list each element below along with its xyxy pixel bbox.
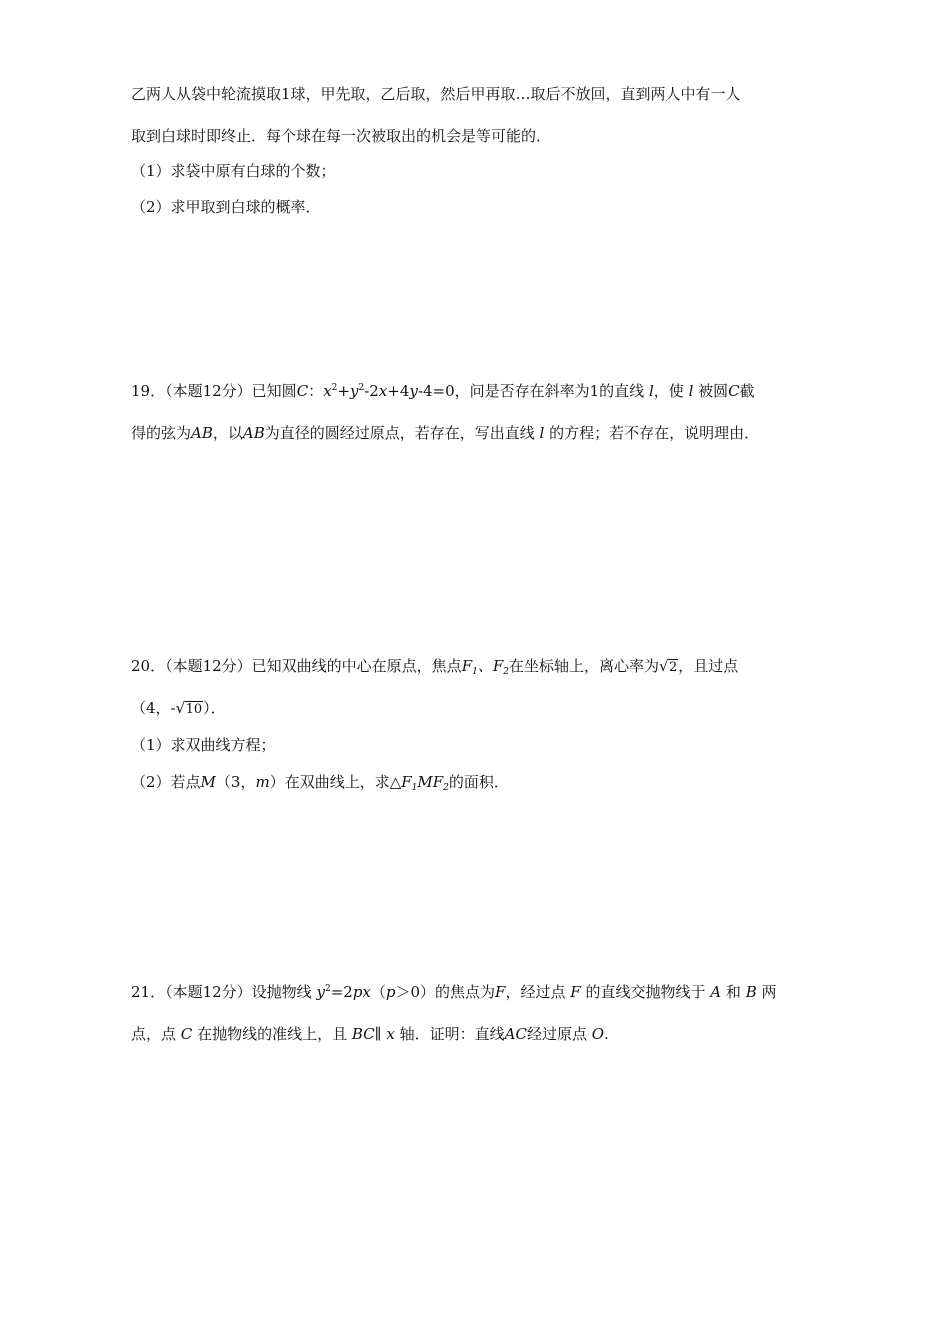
- q19-number: 19．（本题12分）已知圆: [131, 382, 297, 400]
- q20-line1-b: 在坐标轴上，离心率为: [509, 657, 660, 675]
- q21-b: B: [745, 983, 757, 1001]
- q19-line2-d: 的方程；若不存在，说明理由．: [549, 424, 760, 442]
- q21-line2-d: 轴．证明：直线: [399, 1025, 505, 1043]
- q21-o: O: [591, 1025, 605, 1043]
- q20-m-point: M: [200, 773, 216, 791]
- q20-line-1: [131, 656, 738, 678]
- q18-part-2: （2）求甲取到白球的概率．: [131, 198, 321, 216]
- q21-line-1: [131, 982, 777, 1002]
- q19-ab-2: AB: [242, 424, 265, 442]
- q20-part-2: [131, 772, 509, 792]
- q21-line1-b: （: [370, 983, 386, 1001]
- q21-line1-e: 的直线交抛物线于: [585, 983, 706, 1001]
- q19-equation: $x^2+y^2-2x+4y$: [323, 382, 418, 400]
- q21-parabola: $y^2=2px$: [316, 983, 371, 1001]
- q19-line2-b: ，以: [212, 424, 243, 442]
- q20-part2-d: 的面积．: [448, 773, 509, 791]
- q20-part-1: （1）求双曲线方程；: [131, 736, 276, 754]
- q19-line2-a: 得的弦为: [131, 424, 192, 442]
- q21-line2-e: 经过原点: [526, 1025, 587, 1043]
- q19-colon: ：: [308, 382, 324, 400]
- q18-part-1: （1）求袋中原有白球的个数；: [131, 162, 336, 180]
- q19-ab-1: AB: [191, 424, 213, 442]
- q19-line2-c: 为直径的圆经过原点，若存在，写出直线: [264, 424, 535, 442]
- q20-sqrt-eccentricity: √ 2: [659, 657, 678, 675]
- q21-line1-d: ，经过点: [505, 983, 566, 1001]
- q21-ac: AC: [504, 1025, 527, 1043]
- q21-line2-f: .: [604, 1025, 609, 1043]
- q20-foci: $F_1$、$F_2$: [461, 657, 509, 677]
- q21-a: A: [710, 983, 722, 1001]
- q19-end: 截: [739, 382, 755, 400]
- q21-bc: BC: [351, 1025, 375, 1043]
- q21-p: p: [385, 983, 396, 1001]
- q20-part2-c: ）在双曲线上，求△: [269, 773, 402, 791]
- q19-line-1: [131, 381, 755, 401]
- q20-point-a: （4，-: [131, 699, 176, 717]
- q21-line1-a: 21．（本题12分）设抛物线: [131, 983, 312, 1001]
- q19-line-2: [131, 423, 759, 443]
- q20-line-2: [131, 698, 226, 720]
- q18-line-1: 乙两人从袋中轮流摸取1球，甲先取，乙后取，然后甲再取…取后不放回，直到两人中有一人: [131, 85, 741, 103]
- q20-point-b: ）．: [203, 699, 226, 717]
- q21-x: x: [386, 1025, 395, 1043]
- q18-line-2: 取到白球时即终止．每个球在每一次被取出的机会是等可能的．: [131, 127, 552, 145]
- q19-circle-name-2: C: [728, 382, 740, 400]
- q21-line2-b: 在抛物线的准线上，且: [197, 1025, 348, 1043]
- q21-c: C: [180, 1025, 193, 1043]
- q20-part2-b: （3，: [215, 773, 256, 791]
- q19-equation-tail: -4=0，问是否存在斜率为1的直线: [417, 382, 645, 400]
- q21-f-2: F: [570, 983, 581, 1001]
- q20-line1-a: 20．（本题12分）已知双曲线的中心在原点，焦点: [131, 657, 462, 675]
- q19-circle-name: C: [296, 382, 309, 400]
- q21-parallel: ∥: [374, 1025, 382, 1043]
- q19-line-var: l: [648, 382, 654, 400]
- q20-line1-c: ，且过点: [678, 657, 739, 675]
- q19-l-3: l: [539, 424, 545, 442]
- q21-line-2: [131, 1024, 609, 1044]
- q21-line2-a: 点，点: [131, 1025, 177, 1043]
- q20-m-var: m: [255, 773, 270, 791]
- q21-line1-c: ＞0）的焦点为: [395, 983, 496, 1001]
- q21-line1-f: 和: [725, 983, 741, 1001]
- q20-sqrt-ten: √ 10: [175, 699, 203, 717]
- q19-mid: ，使: [653, 382, 684, 400]
- q19-line-var-2: l: [688, 382, 694, 400]
- q19-mid-2: 被圆: [698, 382, 729, 400]
- q21-line1-g: 两: [761, 983, 777, 1001]
- q20-part2-a: （2）若点: [131, 773, 201, 791]
- q21-f-1: F: [495, 983, 506, 1001]
- q20-triangle: $F_1MF_2$: [401, 773, 449, 793]
